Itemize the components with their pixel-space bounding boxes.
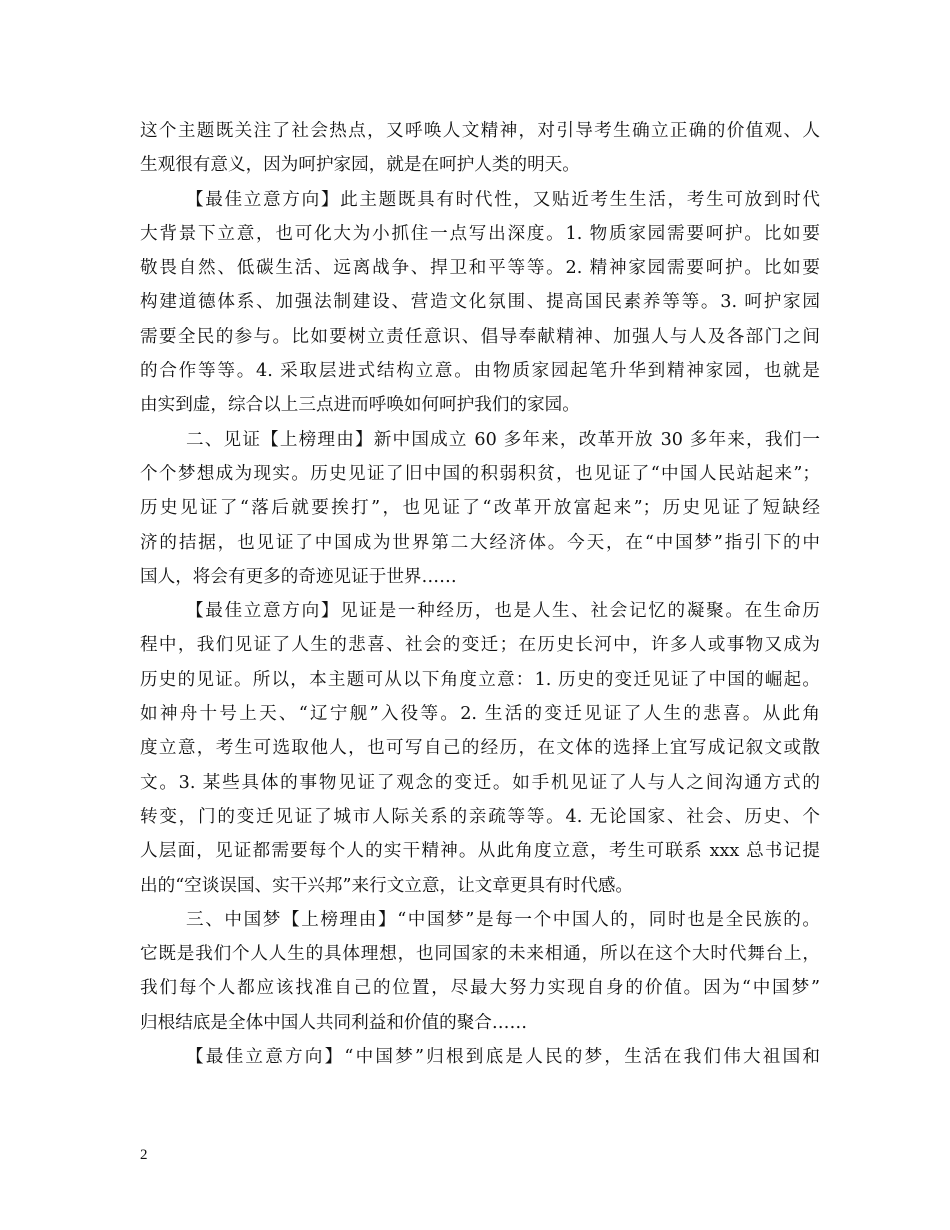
document-body [140, 114, 820, 1074]
text-line: 历史的见证。所以，本主题可从以下角度立意：1. 历史的变迁见证了中国的崛起。 [140, 669, 820, 690]
text-line: 三、中国梦【上榜理由】“中国梦”是每一个中国人的，同时也是全民族的。 [186, 909, 820, 930]
text-line: 如神舟十号上天、“辽宁舰”入役等。2. 生活的变迁见证了人生的悲喜。从此角 [140, 704, 820, 725]
text-line: 由实到虚，综合以上三点进而呼唤如何呵护我们的家园。 [140, 395, 580, 416]
text-line: 需要全民的参与。比如要树立责任意识、倡导奉献精神、加强人与人及各部门之间 [140, 326, 820, 347]
text-line: 敬畏自然、低碳生活、远离战争、捍卫和平等等。2. 精神家园需要呵护。比如要 [140, 258, 820, 279]
text-line: 【最佳立意方向】此主题既具有时代性，又贴近考生生活，考生可放到时代 [186, 189, 820, 210]
text-line: 二、见证【上榜理由】新中国成立 60 多年来，改革开放 30 多年来，我们一 [186, 429, 820, 450]
text-line: 国人，将会有更多的奇迹见证于世界…… [140, 566, 457, 587]
text-line: 转变，门的变迁见证了城市人际关系的亲疏等等。4. 无论国家、社会、历史、个 [140, 806, 820, 827]
text-line: 济的拮据，也见证了中国成为世界第二大经济体。今天，在“中国梦”指引下的中 [140, 532, 820, 553]
paragraph [140, 1040, 820, 1074]
text-line: 历史见证了“落后就要挨打”，也见证了“改革开放富起来”；历史见证了短缺经 [140, 498, 820, 519]
text-line: 大背景下立意，也可化大为小抓住一点写出深度。1. 物质家园需要呵护。比如要 [140, 223, 820, 244]
text-line: 程中，我们见证了人生的悲喜、社会的变迁；在历史长河中，许多人或事物又成为 [140, 635, 820, 656]
text-line: 出的“空谈误国、实干兴邦”来行文立意，让文章更具有时代感。 [140, 875, 634, 896]
paragraph [140, 903, 820, 1040]
paragraph [140, 594, 820, 903]
text-line: 它既是我们个人人生的具体理想，也同国家的未来相通，所以在这个大时代舞台上， [140, 944, 820, 965]
text-line: 生观很有意义，因为呵护家园，就是在呵护人类的明天。 [140, 155, 580, 176]
paragraph [140, 114, 820, 183]
text-line: 文。3. 某些具体的事物见证了观念的变迁。如手机见证了人与人之间沟通方式的 [140, 772, 820, 793]
paragraph [140, 183, 820, 423]
text-line: 构建道德体系、加强法制建设、营造文化氛围、提高国民素养等等。3. 呵护家园 [140, 292, 820, 313]
text-line: 我们每个人都应该找准自己的位置，尽最大努力实现自身的价值。因为“中国梦” [140, 978, 820, 999]
text-line: 这个主题既关注了社会热点，又呼唤人文精神，对引导考生确立正确的价值观、人 [140, 121, 820, 141]
text-line: 【最佳立意方向】“中国梦”归根到底是人民的梦，生活在我们伟大祖国和 [186, 1047, 820, 1068]
text-line: 的合作等等。4. 采取层进式结构立意。由物质家园起笔升华到精神家园，也就是 [140, 361, 820, 382]
text-line: 【最佳立意方向】见证是一种经历，也是人生、社会记忆的凝聚。在生命历 [186, 601, 820, 622]
text-line: 归根结底是全体中国人共同利益和价值的聚合…… [140, 1012, 528, 1033]
text-line: 度立意，考生可选取他人，也可写自己的经历，在文体的选择上宜写成记叙文或散 [140, 738, 820, 759]
text-line: 人层面，见证都需要每个人的实干精神。从此角度立意，考生可联系 xxx 总书记提 [140, 841, 820, 862]
page-number: 2 [140, 1147, 148, 1163]
paragraph [140, 423, 820, 594]
text-line: 个个梦想成为现实。历史见证了旧中国的积弱积贫，也见证了“中国人民站起来”； [140, 463, 820, 484]
